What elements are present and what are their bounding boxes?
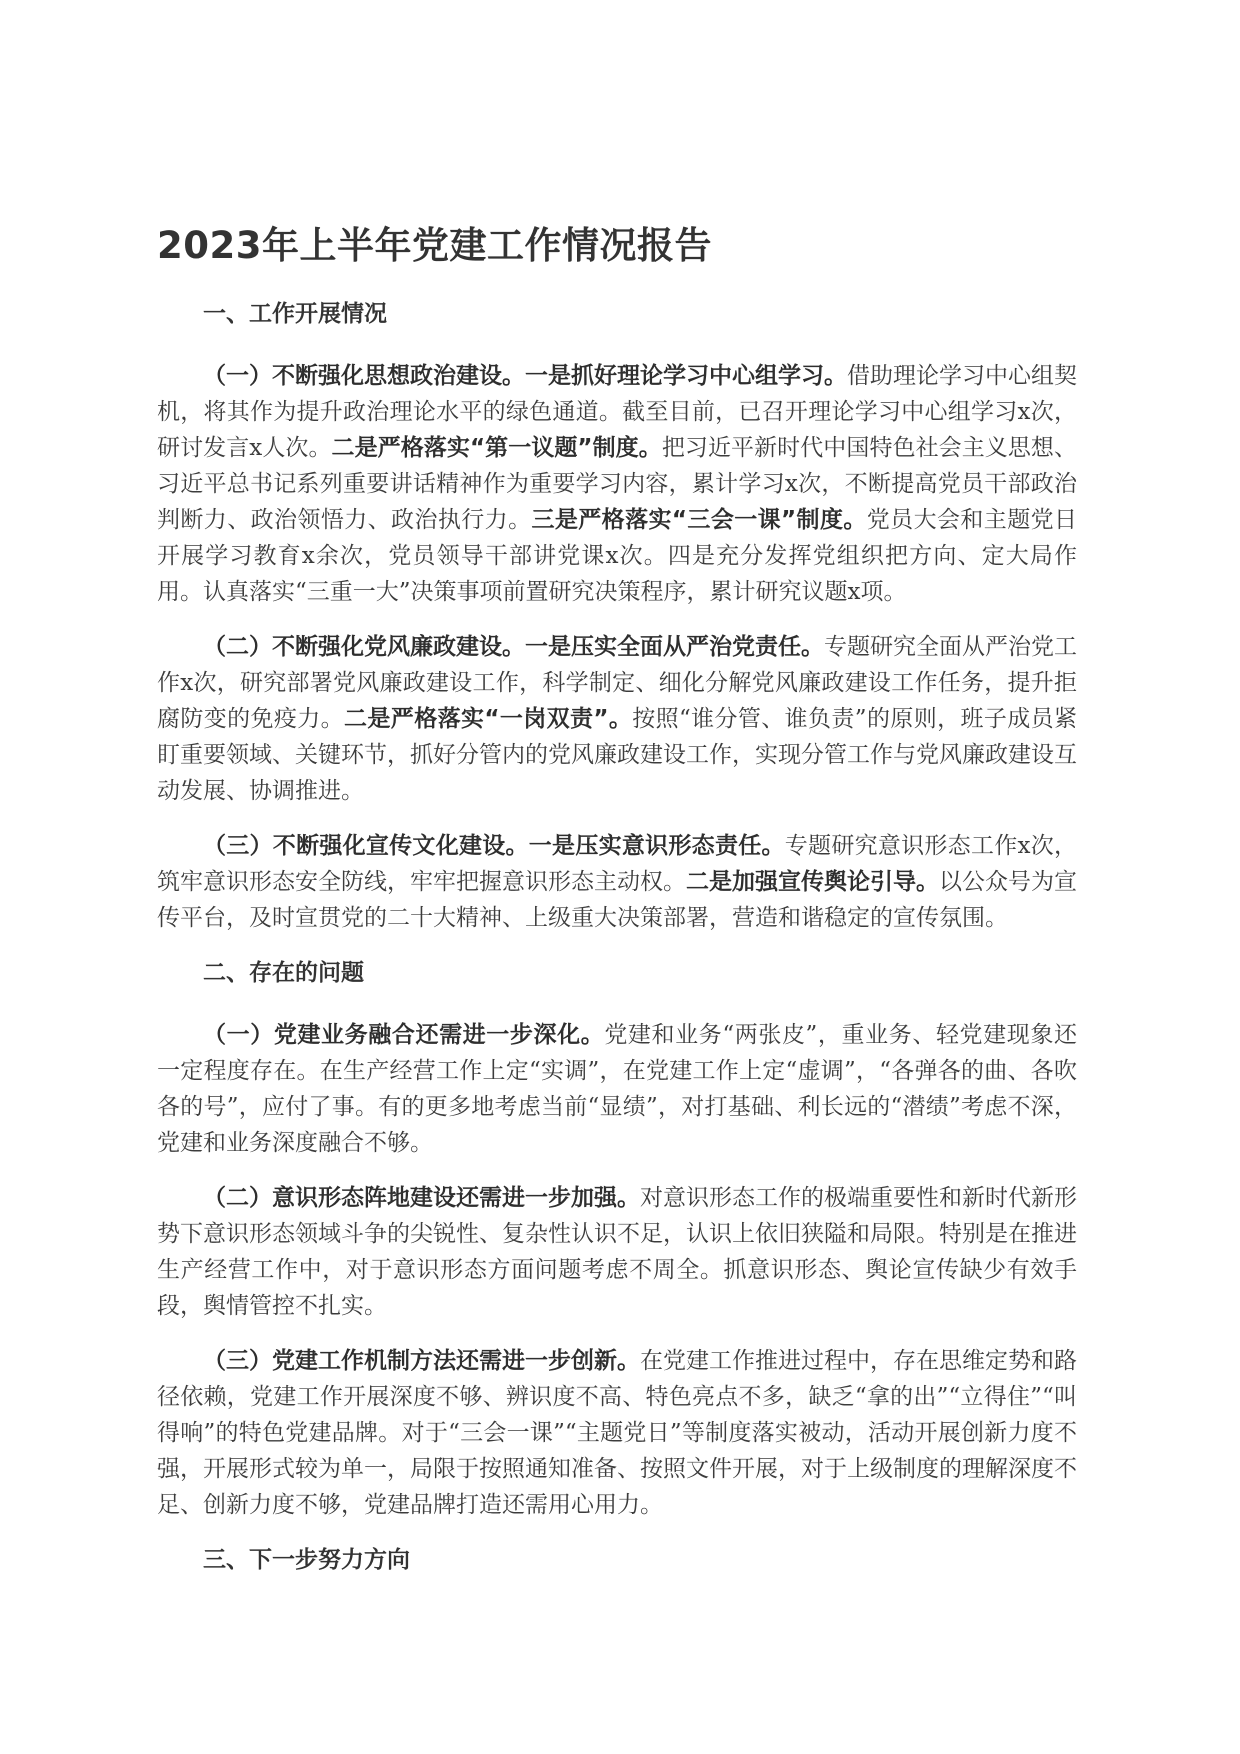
emphasis-text: （三）不断强化宣传文化建设。一是压实意识形态责任。: [203, 833, 785, 859]
emphasis-text: 二是严格落实“一岗双责”。: [344, 706, 633, 732]
paragraph-text: 对意识形态工作的极端重要性和新时代新形势下意识形态领域斗争的尖锐性、复杂性认识不足，认识上依旧狭隘和局限。特别是在推进生产经营工作中，对于意识形态方面问题考虑不周全。抓意识形态、舆论宣传缺少有效手段，舆情管控不扎实。: [157, 1185, 1077, 1319]
paragraph-text: 以公众号为宣传平台，及时宣贯党的二十大精神、上级重大决策部署，营造和谐稳定的宣传氛围。: [157, 869, 1077, 931]
section-heading: 二、存在的问题: [203, 960, 364, 986]
emphasis-text: （二）意识形态阵地建设还需进一步加强。: [203, 1185, 640, 1211]
section-heading: 一、工作开展情况: [203, 301, 387, 327]
body-paragraph: [157, 1343, 1077, 1523]
document-body: [157, 296, 1077, 1578]
emphasis-text: （一）党建业务融合还需进一步深化。: [203, 1022, 605, 1048]
paragraph-text: 把习近平新时代中国特色社会主义思想、习近平总书记系列重要讲话精神作为重要学习内容，累计学习x次，不断提高党员干部政治判断力、政治领悟力、政治执行力。: [157, 435, 1077, 533]
paragraph-text: 在党建工作推进过程中，存在思维定势和路径依赖，党建工作开展深度不够、辨识度不高、特色亮点不多，缺乏“拿的出”“立得住”“叫得响”的特色党建品牌。对于“三会一课”“主题党日”等制度落实被动，活动开展创新力度不强，开展形式较为单一，局限于按照通知准备、按照文件开展，对于上级制度的理解深度不足、创新力度不够，党建品牌打造还需用心用力。: [157, 1348, 1077, 1518]
body-paragraph: [157, 828, 1077, 936]
paragraph-text: 党员大会和主题党日开展学习教育x余次，党员领导干部讲党课x次。四是充分发挥党组织把方向、定大局作用。认真落实“三重一大”决策事项前置研究决策程序，累计研究议题x项。: [157, 507, 1077, 605]
document-page: [157, 222, 1077, 1604]
body-paragraph: [157, 1180, 1077, 1324]
document-title: 2023年上半年党建工作情况报告: [157, 224, 712, 267]
paragraph-text: 专题研究全面从严治党工作x次，研究部署党风廉政建设工作，科学制定、细化分解党风廉政建设工作任务，提升拒腐防变的免疫力。: [157, 634, 1077, 732]
emphasis-text: 二是加强宣传舆论引导。: [686, 869, 939, 895]
emphasis-text: （三）党建工作机制方法还需进一步创新。: [203, 1348, 640, 1374]
emphasis-text: 二是严格落实“第一议题”制度。: [331, 435, 662, 461]
emphasis-text: 三是严格落实“三会一课”制度。: [531, 507, 867, 533]
section-heading: 三、下一步努力方向: [203, 1547, 410, 1573]
body-paragraph: [157, 629, 1077, 809]
paragraph-text: 专题研究意识形态工作x次，筑牢意识形态安全防线，牢牢把握意识形态主动权。: [157, 833, 1078, 895]
paragraph-text: 按照“谁分管、谁负责”的原则，班子成员紧盯重要领域、关键环节，抓好分管内的党风廉政建设工作，实现分管工作与党风廉政建设互动发展、协调推进。: [157, 706, 1077, 804]
paragraph-text: 党建和业务“两张皮”，重业务、轻党建现象还一定程度存在。在生产经营工作上定“实调”，在党建工作上定“虚调”，“各弹各的曲、各吹各的号”，应付了事。有的更多地考虑当前“显绩”，对打基础、利长远的“潜绩”考虑不深，党建和业务深度融合不够。: [157, 1022, 1077, 1156]
emphasis-text: （一）不断强化思想政治建设。一是抓好理论学习中心组学习。: [203, 363, 847, 389]
paragraph-text: 借助理论学习中心组契机，将其作为提升政治理论水平的绿色通道。截至目前，已召开理论学习中心组学习x次，研讨发言x人次。: [157, 363, 1077, 461]
body-paragraph: [157, 358, 1077, 610]
emphasis-text: （二）不断强化党风廉政建设。一是压实全面从严治党责任。: [203, 634, 824, 660]
body-paragraph: [157, 1017, 1077, 1161]
